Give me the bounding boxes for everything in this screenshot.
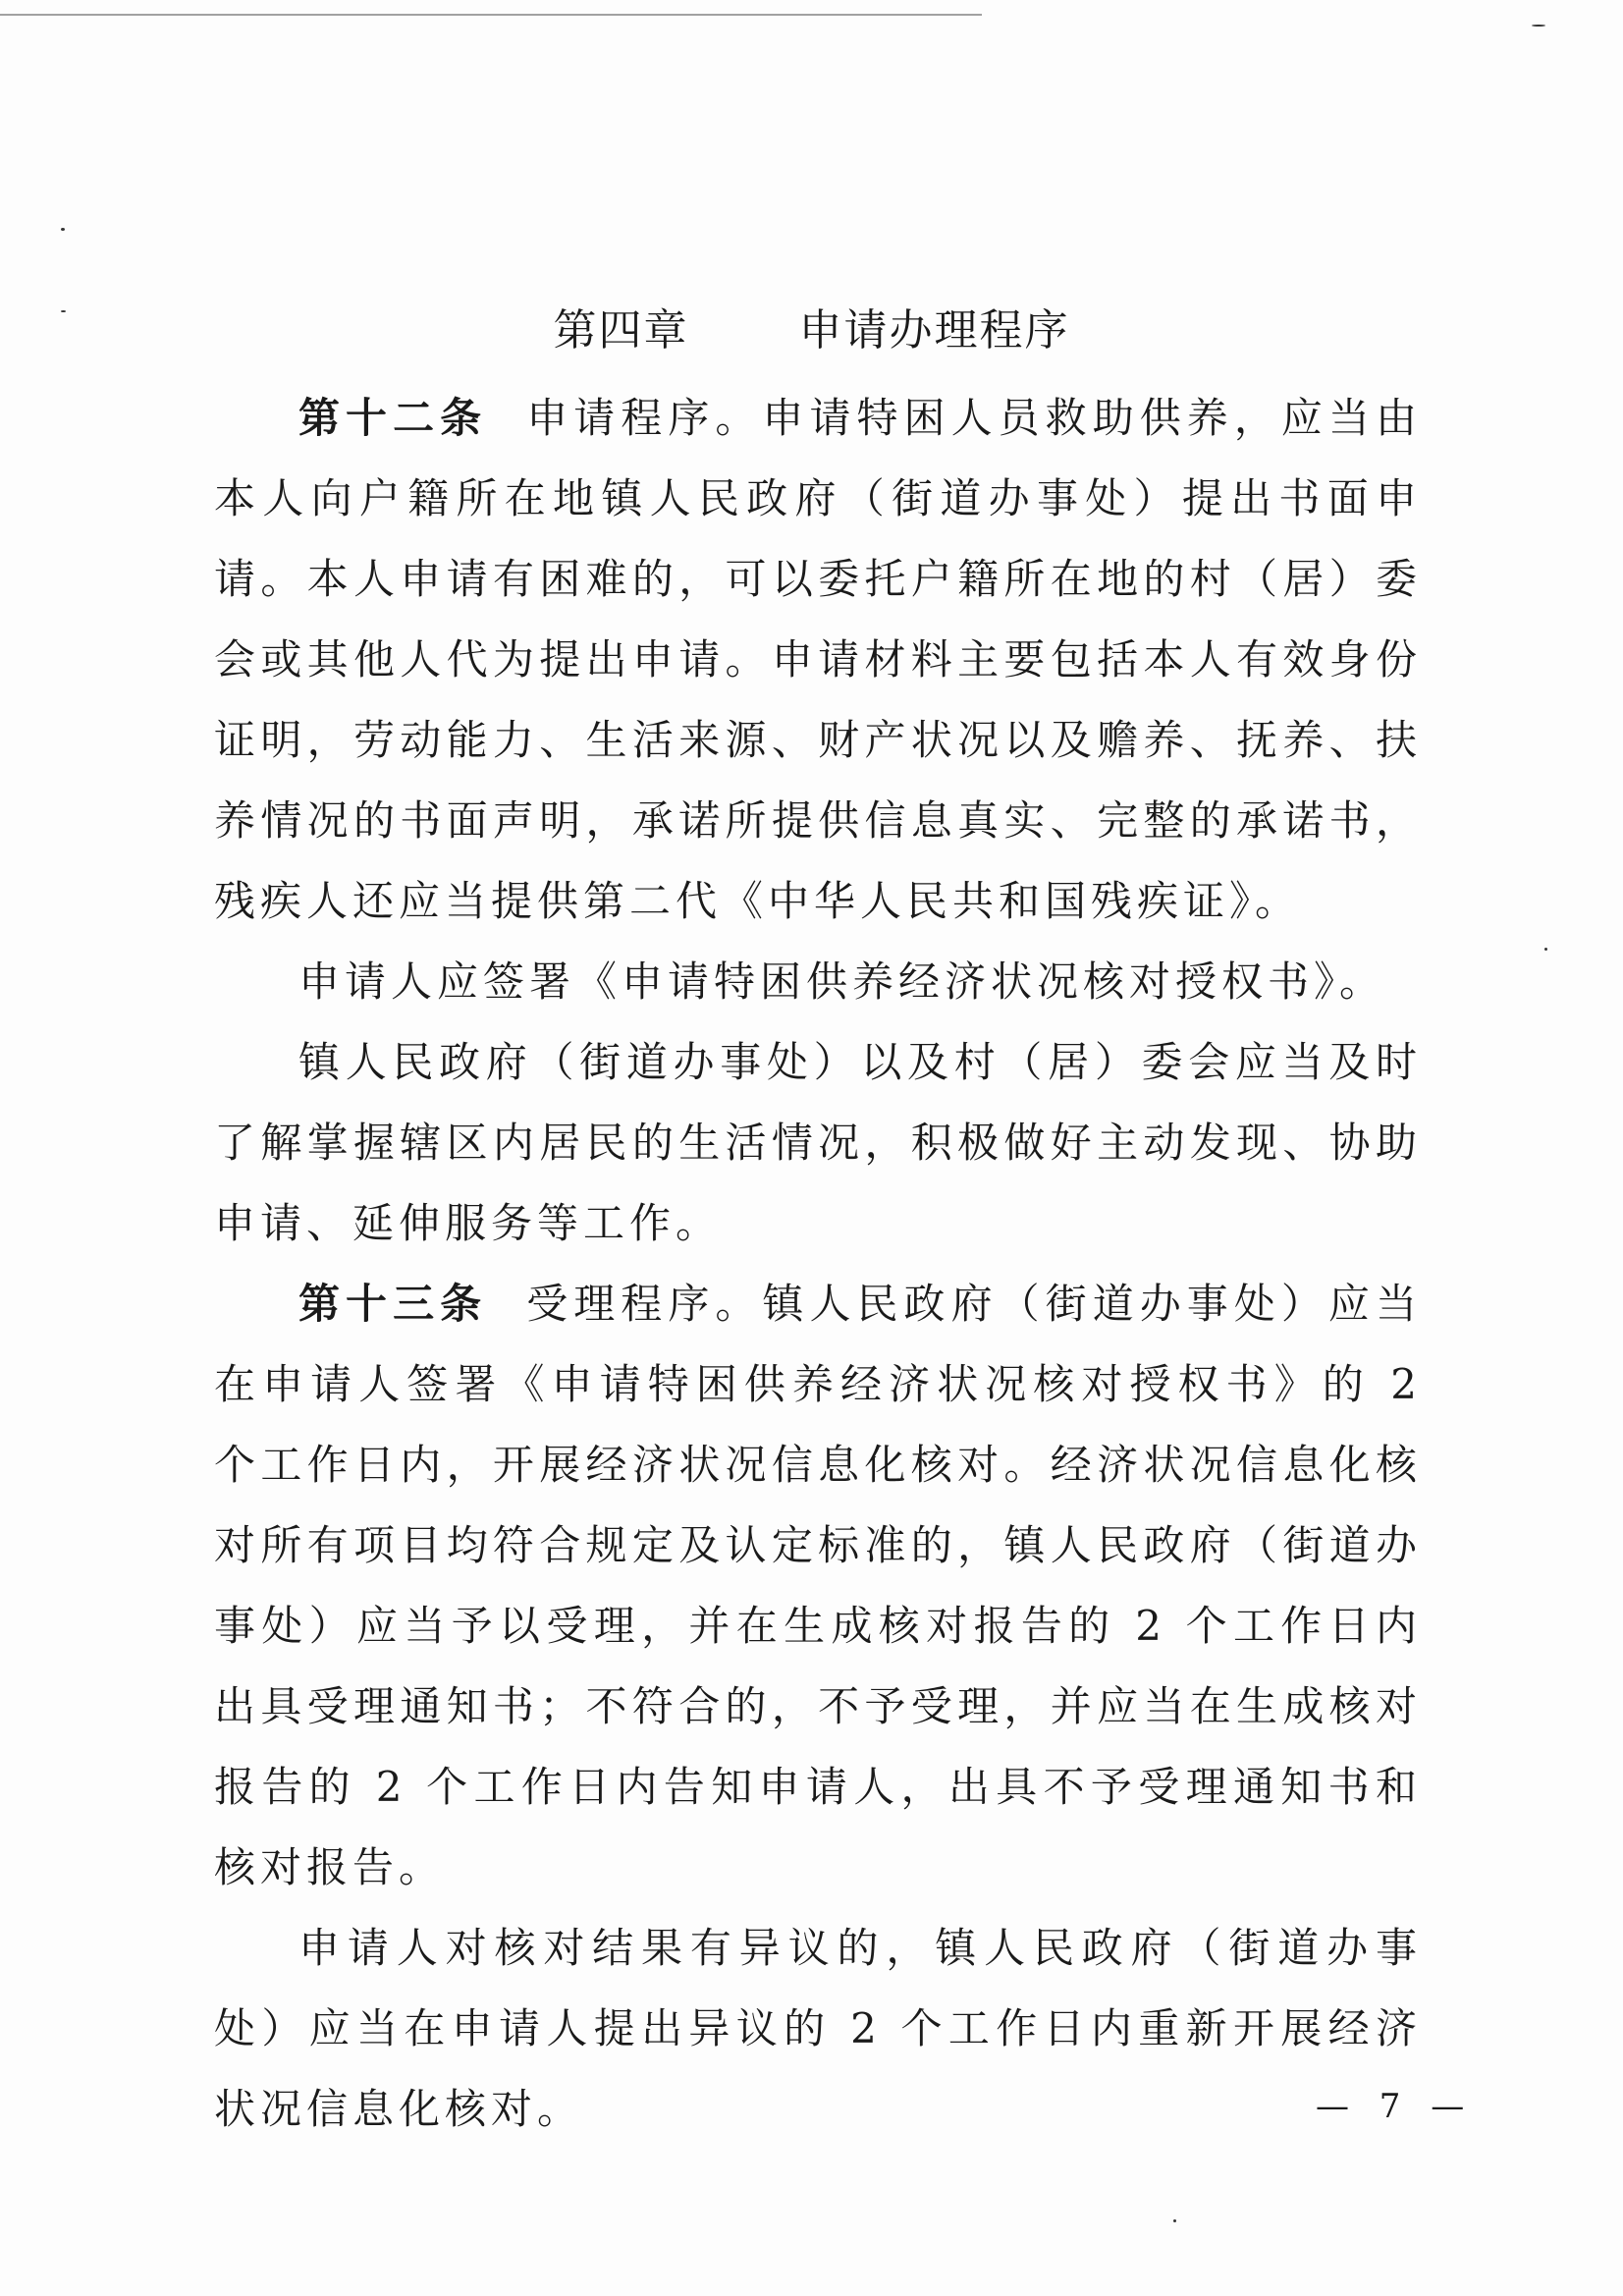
chapter-number: 第四章 [553,305,689,355]
paragraph [214,1908,1422,2150]
article-paragraph [214,1264,1422,1908]
paragraph-text: 受理程序。镇人民政府（街道办事处）应当在申请人签署《申请特困供养经济状况核对授权书》的 2 个工作日内，开展经济状况信息化核对。经济状况信息化核对所有项目均符合规定及认定标准的，镇人民政府（街道办事处）应当予以受理，并在生成核对报告的 2 个工作日内出具受理通知书；不符合的，不予受理，并应当在生成核对报告的 2 个工作日内告知申请人，出具不予受理通知书和核对报告。 [214,1280,1422,1891]
body-text [214,378,1422,2150]
scan-speck [1173,2219,1176,2222]
scan-speck [61,228,65,231]
page-number: — 7 — [1316,2087,1475,2126]
article-label: 第十三条 [298,1280,488,1328]
article-paragraph [214,378,1422,942]
scan-speck [1532,25,1545,27]
article-label: 第十二条 [298,394,488,442]
paragraph [214,1022,1422,1264]
scan-top-rule [0,14,982,16]
paragraph-text: 申请人对核对结果有异议的，镇人民政府（街道办事处）应当在申请人提出异议的 2 个工作日内重新开展经济状况信息化核对。 [214,1924,1422,2133]
paragraph-text: 申请程序。申请特困人员救助供养，应当由本人向户籍所在地镇人民政府（街道办事处）提出书面申请。本人申请有困难的，可以委托户籍所在地的村（居）委会或其他人代为提出申请。申请材料主要包括本人有效身份证明，劳动能力、生活来源、财产状况以及赡养、抚养、扶养情况的书面声明，承诺所提供信息真实、完整的承诺书，残疾人还应当提供第二代《中华人民共和国残疾证》。 [214,394,1422,925]
paragraph-text: 申请人应签署《申请特困供养经济状况核对授权书》。 [298,957,1386,1006]
paragraph [214,942,1422,1022]
paragraph-text: 镇人民政府（街道办事处）以及村（居）委会应当及时了解掌握辖区内居民的生活情况，积极做好主动发现、协助申请、延伸服务等工作。 [214,1038,1422,1247]
scan-speck [1544,948,1547,951]
chapter-name: 申请办理程序 [798,305,1070,355]
chapter-title [0,295,1623,357]
